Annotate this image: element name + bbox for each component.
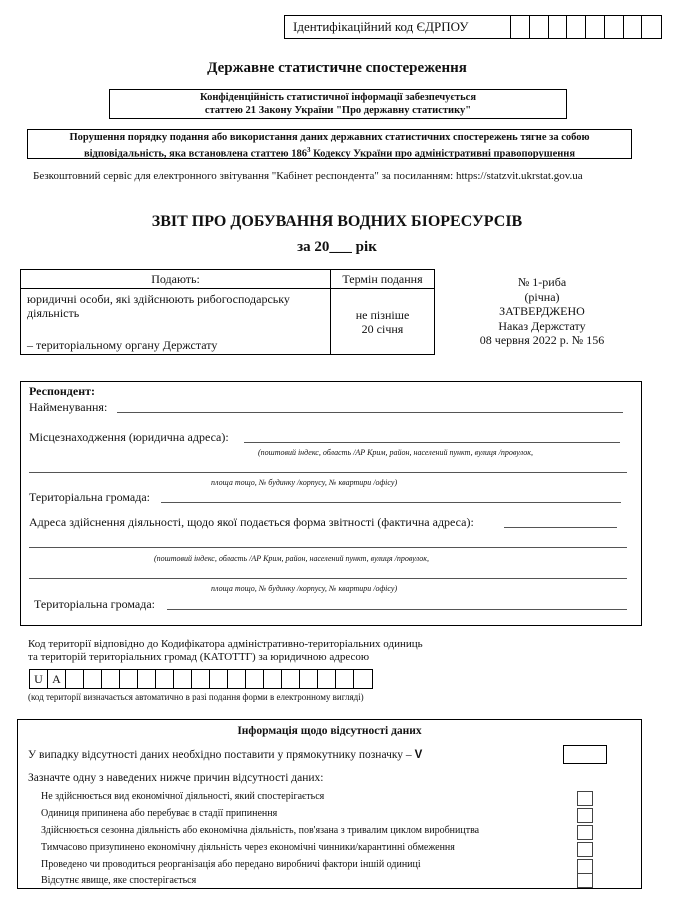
data-absence-section [17,719,642,889]
katottg-cell[interactable] [156,670,174,688]
katottg-cell[interactable] [246,670,264,688]
edrpou-cell[interactable] [549,16,568,38]
katottg-cell[interactable] [318,670,336,688]
address-hint-1: (поштовий індекс, область /АР Крим, район, населений пункт, вулиця /провулок, [258,448,533,457]
submitters-line-1: юридичні особи, які здійснюють рибогосподарську [27,292,290,306]
edrpou-code-field [284,15,662,39]
reason-label: Відсутнє явище, яке спостерігається [41,875,197,886]
violation-notice [27,129,632,159]
reason-label: Одиниця припинена або перебуває в стадії припинення [41,808,278,819]
deadline-line-2: 20 січня [361,322,404,336]
confidentiality-line-2: статтею 21 Закону України "Про державну статистику" [204,105,472,116]
violation-line-1: Порушення порядку подання або використання даних державних статистичних спостережень тягне за собою [69,132,590,143]
check-mark-symbol: V [414,749,423,761]
deadline-line-1: не пізніше [355,308,410,322]
katottg-cell[interactable] [138,670,156,688]
legal-address-field[interactable] [244,442,620,443]
katottg-cell[interactable] [84,670,102,688]
edrpou-cell[interactable] [530,16,549,38]
submitters-table [20,269,435,355]
service-note: Безкоштовний сервіс для електронного звітування "Кабінет респондента" за посиланням: https://statzvit.ukrstat.gov.ua [33,170,583,182]
table-row [21,289,434,354]
edrpou-cell[interactable] [586,16,605,38]
name-label: Найменування: [29,400,108,414]
reason-label: Здійснюється сезонна діяльність або економічна діяльність, пов'язана з тривалим циклом виробництва [41,825,480,836]
table-header [21,270,434,289]
header-submitters: Подають: [21,270,331,288]
katottg-cell[interactable] [174,670,192,688]
katottg-cell[interactable]: U [30,670,48,688]
deadline-cell [331,289,434,354]
reason-checkbox[interactable] [577,873,593,888]
reason-label: Проведено чи проводиться реорганізація або передано виробничі фактори іншій одиниці [41,859,421,870]
no-data-checkbox[interactable] [563,745,607,764]
katottg-cell[interactable] [210,670,228,688]
report-title: ЗВІТ ПРО ДОБУВАННЯ ВОДНИХ БІОРЕСУРСІВ [151,213,523,230]
violation-text-a: відповідальність, яка встановлена статтею 186 [83,148,307,160]
absence-title: Інформація щодо відсутності даних [237,725,422,737]
reason-checkbox[interactable] [577,808,593,823]
absence-sub-instruction: Зазначте одну з наведених нижче причин відсутності даних: [28,772,324,784]
community-label-2: Територіальна громада: [34,597,155,611]
reason-checkbox[interactable] [577,825,593,840]
katottg-label-line-2: та територій територіальних громад (КАТОТТГ) за юридичною адресою [28,651,370,663]
form-periodicity: (річна) [524,289,560,304]
katottg-cell[interactable] [192,670,210,688]
survey-title: Державне статистичне спостереження [207,60,467,76]
report-year: за 20___ рік [297,239,377,255]
katottg-cell[interactable] [102,670,120,688]
actual-address-hint-1: (поштовий індекс, область /АР Крим, район, населений пункт, вулиця /провулок, [154,554,429,563]
header-deadline: Термін подання [342,272,423,286]
edrpou-cell[interactable] [605,16,624,38]
article-superscript: 3 [306,146,311,154]
community-field[interactable] [161,502,621,503]
submitters-cell [21,289,331,354]
edrpou-cell[interactable] [567,16,586,38]
katottg-cell[interactable] [282,670,300,688]
name-field[interactable] [117,412,623,413]
submitters-line-2: діяльність [27,306,80,320]
approval-block [462,275,622,348]
respondent-section [20,381,642,626]
form-number: № 1-риба [517,275,567,289]
katottg-cell[interactable] [120,670,138,688]
actual-address-label: Адреса здійснення діяльності, щодо якої подається форма звітності (фактична адреса): [29,515,474,529]
reason-checkbox[interactable] [577,842,593,857]
order-label: Наказ Держстату [498,318,586,333]
community-label: Територіальна громада: [29,490,150,504]
edrpou-cell[interactable] [511,16,530,38]
katottg-cell[interactable] [300,670,318,688]
katottg-cell[interactable]: A [48,670,66,688]
violation-line-2 [28,144,631,161]
reason-checkbox[interactable] [577,791,593,806]
reason-label: Не здійснюється вид економічної діяльності, який спостерігається [41,791,325,802]
katottg-label [28,638,423,664]
katottg-cell[interactable] [354,670,372,688]
edrpou-label: Ідентифікаційний код ЄДРПОУ [285,16,511,38]
absence-instruction [28,749,422,761]
edrpou-cell[interactable] [642,16,661,38]
katottg-code-field [29,669,373,689]
katottg-cell[interactable] [228,670,246,688]
violation-text-b: Кодексу України про адміністративні правопорушення [310,148,576,160]
katottg-cell[interactable] [264,670,282,688]
legal-address-label: Місцезнаходження (юридична адреса): [29,430,229,444]
katottg-label-line-1: Код території відповідно до Кодифікатора адміністративно-територіальних одиниць [28,638,423,650]
recipient: – територіальному органу Держстату [27,338,218,352]
absence-instruction-text: У випадку відсутності даних необхідно поставити у прямокутнику позначку – [28,749,415,761]
reason-label: Тимчасово призупинено економічну діяльність через економічні чинники/карантинні обмеження [41,842,455,853]
edrpou-cell[interactable] [624,16,643,38]
order-date: 08 червня 2022 р. № 156 [479,333,605,347]
community-field-2[interactable] [167,609,627,610]
katottg-cell[interactable] [66,670,84,688]
address-hint-2: площа тощо, № будинку /корпусу, № квартири /офісу) [211,478,398,487]
actual-address-field[interactable] [504,527,617,528]
legal-address-field-2[interactable] [29,472,627,473]
actual-address-field-2[interactable] [29,547,627,548]
actual-address-hint-2: площа тощо, № будинку /корпусу, № квартири /офісу) [211,584,398,593]
approved-label: ЗАТВЕРДЖЕНО [499,304,585,318]
reason-checkbox[interactable] [577,859,593,874]
actual-address-field-3[interactable] [29,578,627,579]
confidentiality-line-1: Конфіденційність статистичної інформації забезпечується [199,92,476,103]
katottg-cell[interactable] [336,670,354,688]
confidentiality-notice [109,89,567,119]
respondent-title: Респондент: [29,384,95,398]
katottg-note: (код території визначається автоматично в разі подання форми в електронному вигляді) [28,692,364,702]
